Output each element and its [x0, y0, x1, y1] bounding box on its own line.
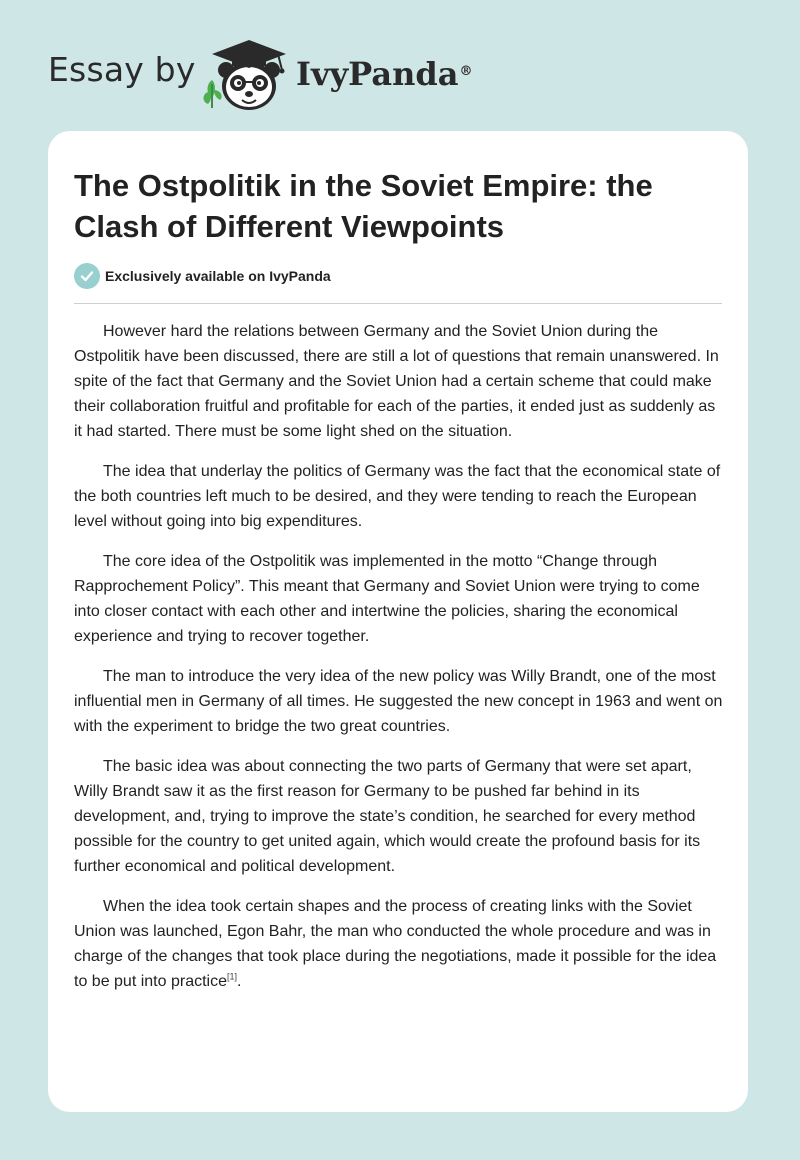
- paragraph: The core idea of the Ostpolitik was implemented in the motto “Change through Rapprochement Policy”. This meant that Germany and Soviet Union were trying to come into closer contact with each other and intertwine the policies, sharing the economical experience and trying to recover together.: [74, 553, 700, 645]
- essay-title: The Ostpolitik in the Soviet Empire: the Clash of Different Viewpoints: [74, 168, 653, 244]
- trademark-symbol: ®: [459, 64, 473, 79]
- essay-by-label: Essay by: [48, 50, 196, 89]
- check-icon: [74, 263, 100, 289]
- exclusive-badge-label: Exclusively available on IvyPanda: [105, 268, 331, 284]
- divider: [74, 303, 722, 304]
- brand-name[interactable]: [296, 55, 472, 93]
- essay-body: [74, 319, 724, 1009]
- paragraph: The man to introduce the very idea of the new policy was Willy Brandt, one of the most influential men in Germany of all times. He suggested the new concept in 1963 and went on with the experiment to bridge the two great countries.: [74, 668, 723, 735]
- paragraph-text: When the idea took certain shapes and the process of creating links with the Soviet Union was launched, Egon Bahr, the man who conducted the whole procedure and was in charge of the changes that took place during the negotiations, made it possible for the idea to be put into practice: [74, 898, 717, 990]
- brand-text: IvyPanda: [296, 55, 459, 93]
- essay-card: [48, 131, 748, 1112]
- paragraph: The basic idea was about connecting the two parts of Germany that were set apart, Willy Brandt saw it as the first reason for Germany to be pushed far behind in its development, and, trying to improve the state’s condition, he searched for every method possible for the country to get united again, which would create the profound basis for its further economical and political development.: [74, 758, 701, 875]
- site-header: [0, 0, 800, 130]
- exclusive-badge: [74, 262, 331, 290]
- paragraph-end: .: [237, 973, 242, 990]
- paragraph: The idea that underlay the politics of Germany was the fact that the economical state of the both countries left much to be desired, and they were tending to reach the European level without going into big expenditures.: [74, 463, 721, 530]
- paragraph: However hard the relations between Germany and the Soviet Union during the Ostpolitik have been discussed, there are still a lot of questions that remain unanswered. In spite of the fact that Germany and the Soviet Union had a certain scheme that could make their collaboration fruitful and profitable for each of the parties, it ended just as suddenly as it had started. There must be some light shed on the situation.: [74, 323, 719, 440]
- paragraph-with-footnote: [74, 894, 724, 994]
- panda-logo-icon[interactable]: [198, 34, 298, 112]
- footnote-link[interactable]: [1]: [226, 971, 237, 982]
